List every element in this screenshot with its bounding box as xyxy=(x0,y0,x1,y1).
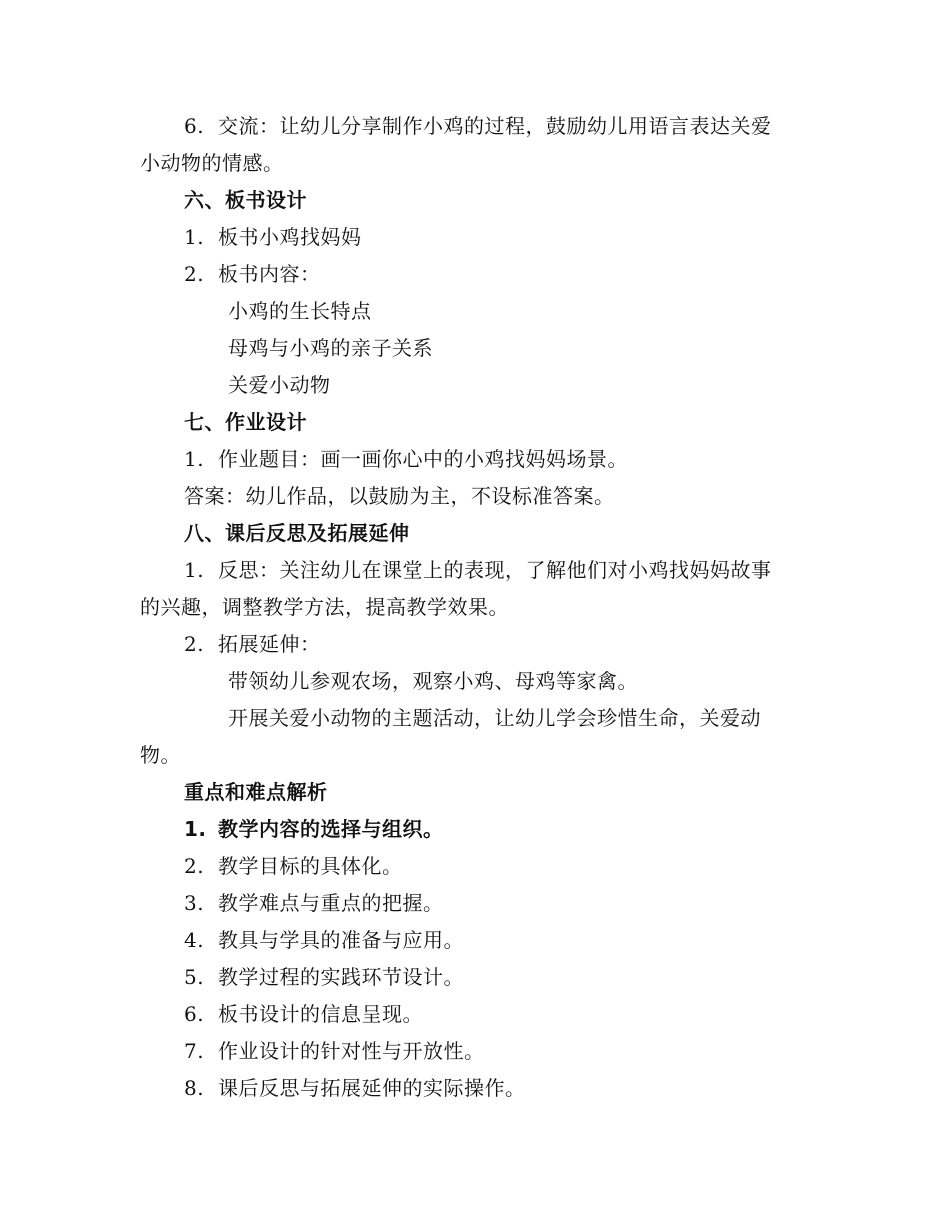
list-number: 4. xyxy=(184,928,205,952)
list-item xyxy=(184,891,444,915)
list-item xyxy=(184,1039,485,1063)
section-heading: 八、课后反思及拓展延伸 xyxy=(184,521,410,545)
list-number: 3. xyxy=(184,891,205,915)
list-number: 2. xyxy=(184,632,205,656)
section-heading: 重点和难点解析 xyxy=(184,780,328,804)
list-number: 2. xyxy=(184,262,205,286)
list-text: 板书小鸡找妈妈 xyxy=(218,225,362,249)
list-text: 教学内容的选择与组织。 xyxy=(218,817,444,841)
list-item xyxy=(184,817,444,841)
list-text: 作业题目：画一画你心中的小鸡找妈妈场景。 xyxy=(218,447,628,471)
list-item xyxy=(184,1002,423,1026)
list-number: 1. xyxy=(184,558,205,582)
list-number: 7. xyxy=(184,1039,205,1063)
list-item xyxy=(184,225,362,249)
section-heading: 七、作业设计 xyxy=(184,410,307,434)
list-text: 教具与学具的准备与应用。 xyxy=(218,928,464,952)
list-number: 2. xyxy=(184,854,205,878)
list-text: 教学过程的实践环节设计。 xyxy=(218,965,464,989)
list-item xyxy=(184,928,464,952)
list-number: 1. xyxy=(184,225,205,249)
list-item xyxy=(184,1076,526,1100)
list-text: 板书设计的信息呈现。 xyxy=(218,1002,423,1026)
list-text: 课后反思与拓展延伸的实际操作。 xyxy=(218,1076,526,1100)
list-item xyxy=(184,854,403,878)
paragraph-line: 答案：幼儿作品，以鼓励为主，不设标准答案。 xyxy=(184,484,615,508)
paragraph-line: 关爱小动物 xyxy=(228,373,331,397)
list-item xyxy=(184,447,628,471)
paragraph-line: 开展关爱小动物的主题活动，让幼儿学会珍惜生命，关爱动 xyxy=(228,706,761,730)
list-text: 教学目标的具体化。 xyxy=(218,854,403,878)
list-number: 6. xyxy=(184,1002,205,1026)
paragraph-line: 母鸡与小鸡的亲子关系 xyxy=(228,336,433,360)
list-text: 板书内容： xyxy=(218,262,321,286)
list-number: 1. xyxy=(184,817,207,841)
paragraph-line: 的兴趣，调整教学方法，提高教学效果。 xyxy=(140,595,509,619)
list-number: 1. xyxy=(184,447,205,471)
paragraph-line: 物。 xyxy=(140,743,181,767)
list-text: 教学难点与重点的把握。 xyxy=(218,891,444,915)
paragraph-line: 小鸡的生长特点 xyxy=(228,299,372,323)
list-item xyxy=(184,114,772,138)
list-number: 8. xyxy=(184,1076,205,1100)
list-text: 拓展延伸： xyxy=(218,632,321,656)
list-item xyxy=(184,965,464,989)
paragraph-line: 小动物的情感。 xyxy=(140,151,284,175)
list-text: 反思：关注幼儿在课堂上的表现，了解他们对小鸡找妈妈故事 xyxy=(218,558,772,582)
list-item xyxy=(184,558,772,582)
list-text: 作业设计的针对性与开放性。 xyxy=(218,1039,485,1063)
list-number: 5. xyxy=(184,965,205,989)
paragraph-line: 带领幼儿参观农场，观察小鸡、母鸡等家禽。 xyxy=(228,669,638,693)
list-item xyxy=(184,632,321,656)
section-heading: 六、板书设计 xyxy=(184,188,307,212)
list-text: 交流：让幼儿分享制作小鸡的过程，鼓励幼儿用语言表达关爱 xyxy=(218,114,772,138)
list-item xyxy=(184,262,321,286)
list-number: 6. xyxy=(184,114,205,138)
